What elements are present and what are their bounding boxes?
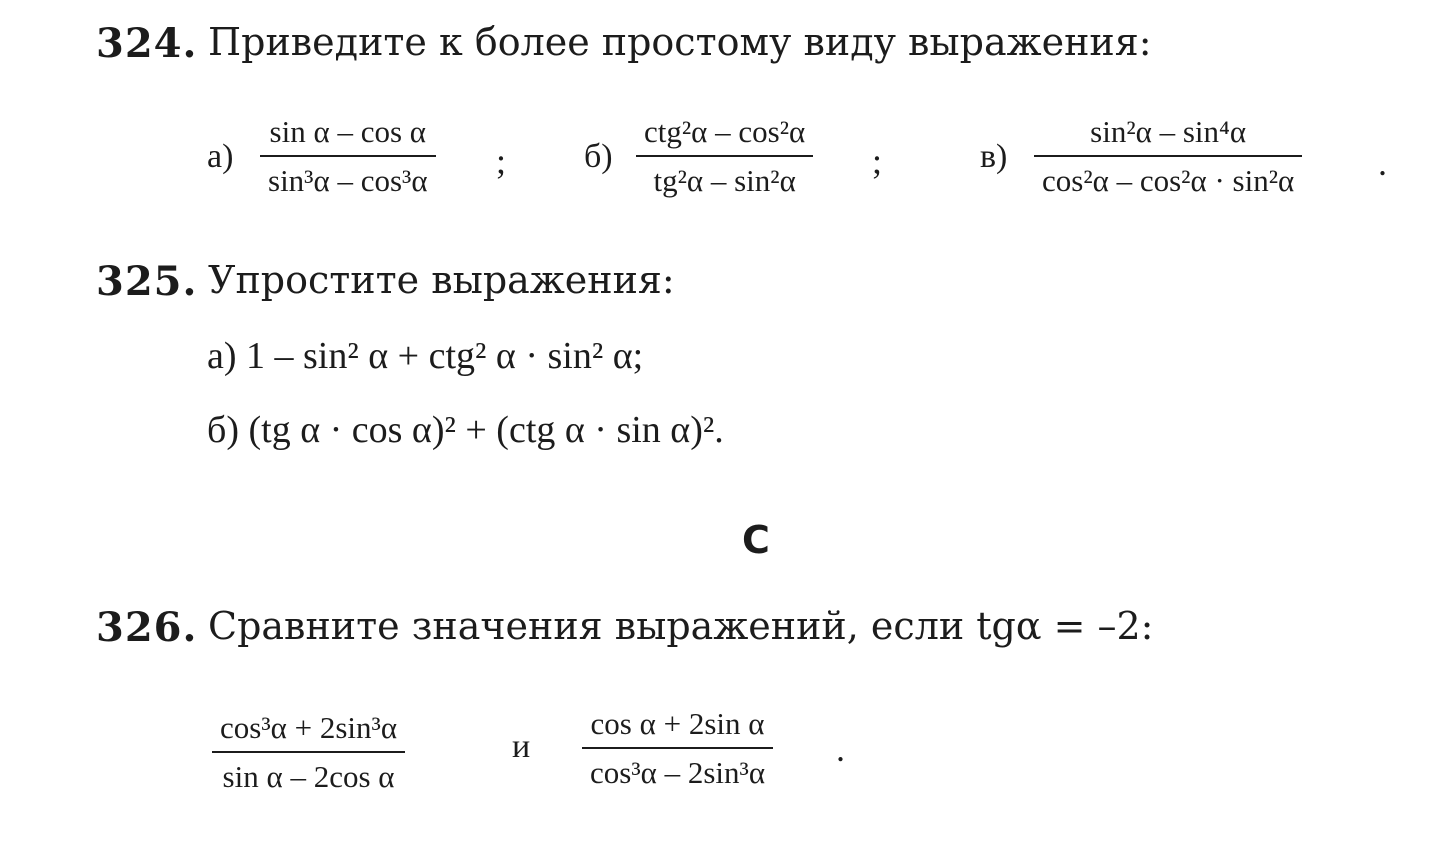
fraction-326-right [582, 708, 773, 788]
fraction-324b [636, 116, 813, 196]
punct-324a: ; [496, 141, 507, 181]
denominator-326-left: sin α – 2cos α [222, 759, 395, 794]
punct-324b: ; [872, 141, 883, 181]
label-324c: в) [980, 138, 1008, 175]
expression-325b: б) (tg α · cos α)² + (ctg α · sin α)². [207, 409, 724, 451]
conjunction: и [512, 728, 531, 765]
denominator-324a: sin³α – cos³α [268, 163, 428, 198]
denominator-324c: cos²α – cos²α · sin²α [1042, 163, 1295, 198]
task-text-326: Сравните значения выражений, если tgα = –2: [208, 604, 1154, 648]
task-text-325: Упростите выражения: [208, 258, 675, 302]
numerator-326-left: cos³α + 2sin³α [220, 710, 398, 745]
punct-324c: . [1378, 143, 1387, 183]
label-324b: б) [584, 138, 613, 175]
numerator-324a: sin α – cos α [269, 114, 427, 149]
denominator-326-right: cos³α – 2sin³α [590, 755, 766, 790]
fraction-324a [260, 116, 436, 196]
task-number-326: 326. [96, 604, 198, 651]
expression-325a: а) 1 – sin² α + ctg² α · sin² α; [207, 335, 644, 377]
task-number-324: 324. [96, 20, 198, 67]
punct-326: . [836, 729, 845, 769]
fraction-326-left [212, 712, 405, 792]
task-number-325: 325. [96, 258, 198, 305]
numerator-326-right: cos α + 2sin α [590, 706, 765, 741]
numerator-324c: sin²α – sin⁴α [1090, 114, 1247, 149]
task-text-324: Приведите к более простому виду выражения: [208, 20, 1152, 64]
numerator-324b: ctg²α – cos²α [644, 114, 806, 149]
denominator-324b: tg²α – sin²α [653, 163, 796, 198]
label-324a: а) [207, 138, 234, 175]
section-heading: С [742, 518, 770, 562]
fraction-324c [1034, 116, 1302, 196]
